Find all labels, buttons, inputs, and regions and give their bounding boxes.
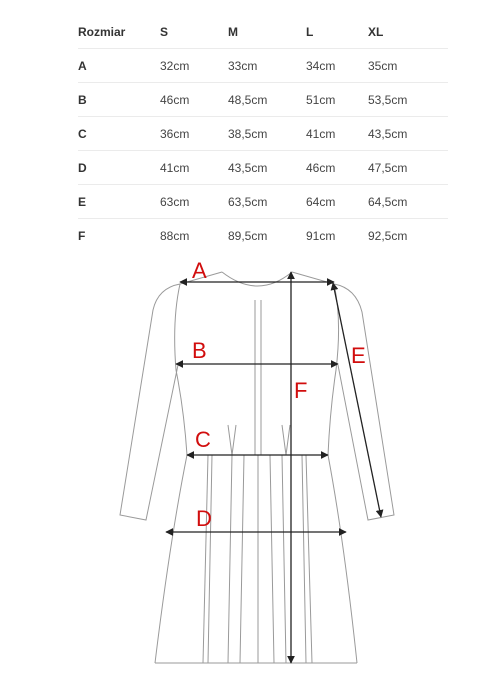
cell-l: 64cm — [306, 185, 368, 219]
cell-l: 34cm — [306, 49, 368, 83]
label-d: D — [196, 506, 212, 531]
center-placket — [255, 300, 261, 455]
cell-m: 63,5cm — [228, 185, 306, 219]
measurement-lines — [166, 272, 381, 663]
label-c: C — [195, 427, 211, 452]
row-label: D — [78, 151, 160, 185]
row-label: E — [78, 185, 160, 219]
header-s: S — [160, 15, 228, 49]
measurement-labels — [192, 258, 366, 531]
cell-xl: 92,5cm — [368, 228, 408, 243]
header-rozmiar: Rozmiar — [78, 15, 160, 49]
right-dart — [282, 425, 290, 455]
size-table — [78, 15, 448, 252]
label-f: F — [294, 378, 308, 403]
cell-xl: 53,5cm — [368, 83, 448, 117]
cell-xl: 43,5cm — [368, 117, 448, 151]
table-header-row — [78, 15, 448, 49]
cell-l: 41cm — [306, 117, 368, 151]
table-row — [78, 185, 448, 219]
cell-m: 43,5cm — [228, 151, 306, 185]
cell-m: 48,5cm — [228, 83, 306, 117]
right-sleeve — [334, 284, 394, 520]
cell-l: 46cm — [306, 151, 368, 185]
row-label: C — [78, 117, 160, 151]
cell-l: 91cm — [306, 228, 336, 243]
cell-s: 88cm — [160, 228, 190, 243]
skirt-right-edge — [328, 455, 357, 663]
row-label: B — [78, 83, 160, 117]
label-e: E — [351, 343, 366, 368]
skirt-left-edge — [155, 455, 187, 663]
table-row — [78, 117, 448, 151]
table-row — [78, 83, 448, 117]
skirt-pleats — [203, 455, 312, 663]
left-sleeve — [120, 284, 180, 520]
table-row — [78, 219, 448, 253]
cell-m: 89,5cm — [228, 228, 268, 243]
dress-outline — [120, 272, 394, 663]
cell-s: 41cm — [160, 151, 228, 185]
header-m: M — [228, 15, 306, 49]
cell-s: 46cm — [160, 83, 228, 117]
header-xl: XL — [368, 15, 448, 49]
cell-xl: 64,5cm — [368, 185, 448, 219]
cell-xl: 47,5cm — [368, 151, 448, 185]
cell-m: 33cm — [228, 49, 306, 83]
label-b: B — [192, 338, 207, 363]
row-label: A — [78, 49, 160, 83]
table-row — [78, 151, 448, 185]
header-l: L — [306, 15, 368, 49]
cell-xl: 35cm — [368, 49, 448, 83]
cell-l: 51cm — [306, 83, 368, 117]
table-row — [78, 49, 448, 83]
label-a: A — [192, 258, 207, 283]
cell-s: 32cm — [160, 49, 228, 83]
dress-measurement-diagram — [0, 250, 500, 678]
cell-s: 63cm — [160, 185, 228, 219]
neckline — [222, 272, 292, 286]
row-label: F — [78, 228, 86, 243]
cell-s: 36cm — [160, 117, 228, 151]
cell-m: 38,5cm — [228, 117, 306, 151]
left-dart — [228, 425, 236, 455]
measure-e-line — [333, 283, 381, 517]
